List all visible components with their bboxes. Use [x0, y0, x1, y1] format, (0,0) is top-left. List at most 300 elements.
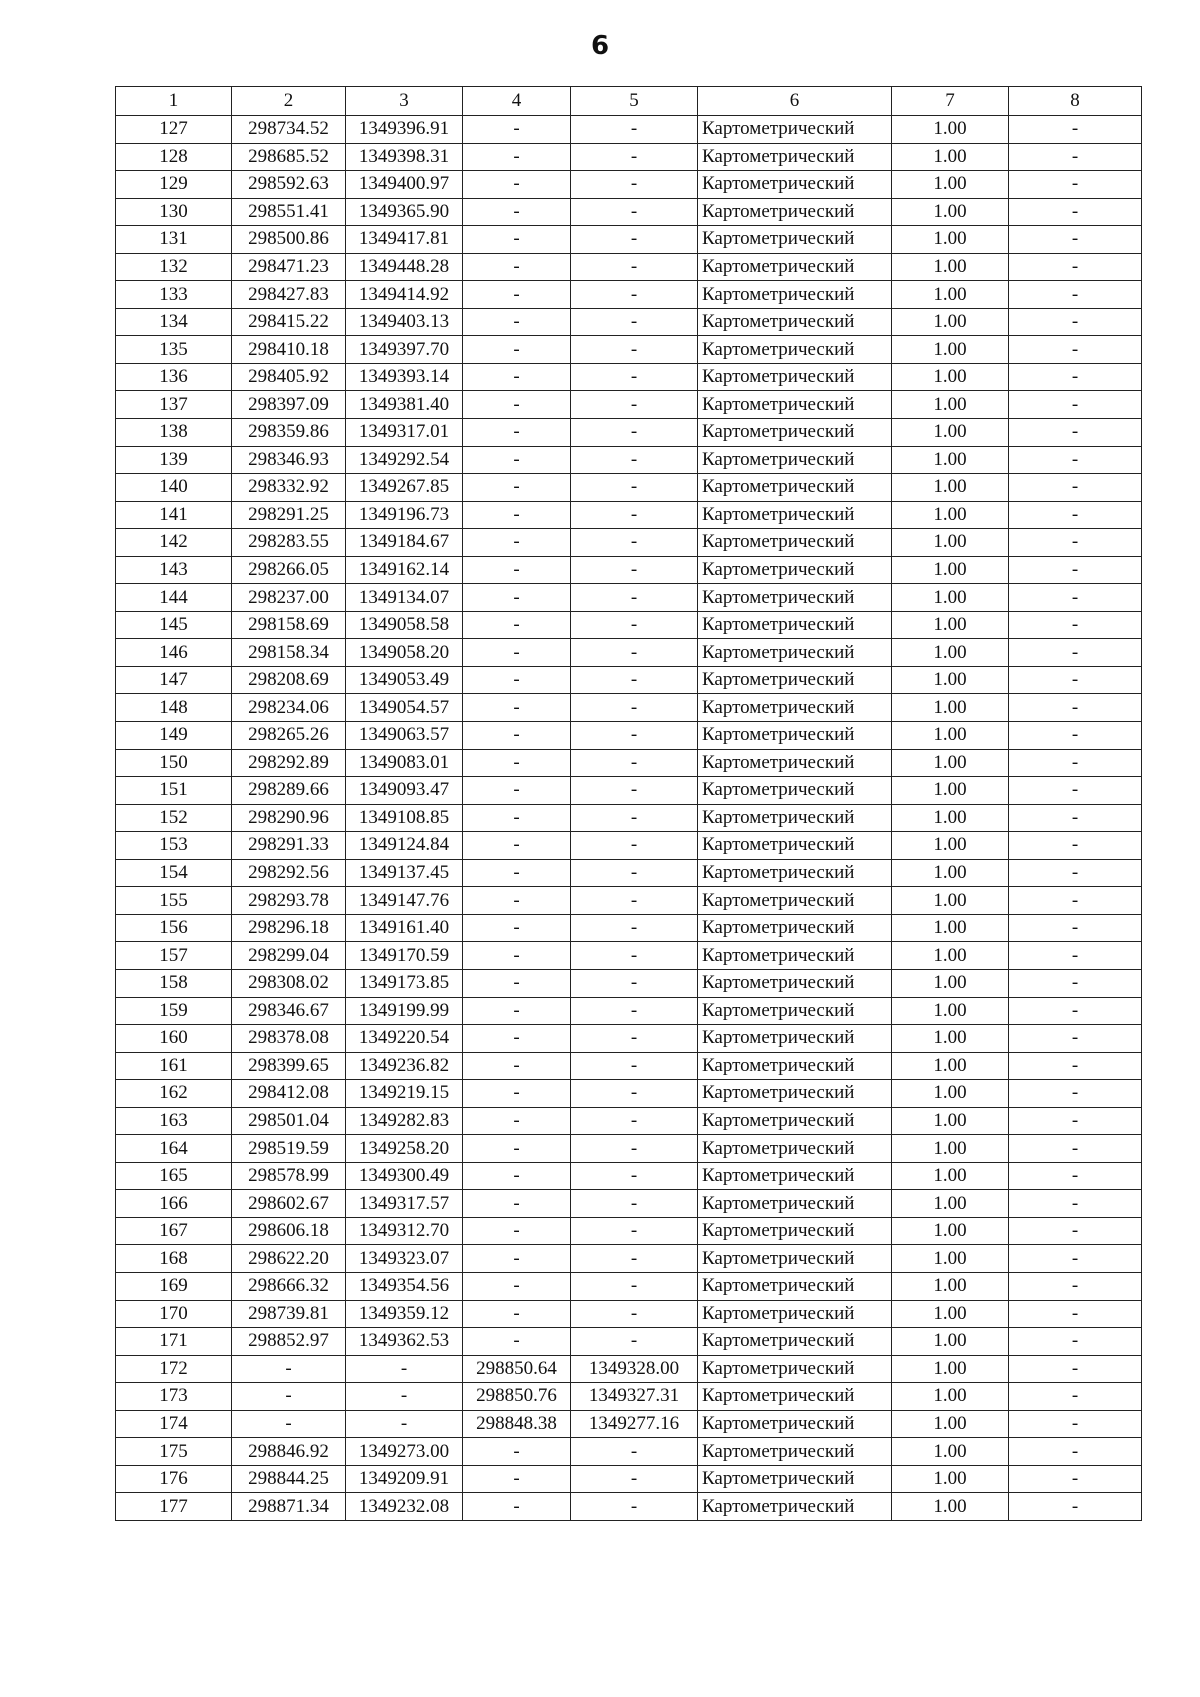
- y-alt-coordinate-cell: -: [571, 1135, 698, 1163]
- x-coordinate-cell: 298602.67: [232, 1190, 346, 1218]
- y-coordinate-cell: 1349300.49: [346, 1162, 463, 1190]
- method-cell: Картометрический: [698, 832, 892, 860]
- table-row: [116, 722, 1142, 750]
- precision-cell: 1.00: [892, 1355, 1009, 1383]
- y-coordinate-cell: 1349317.01: [346, 419, 463, 447]
- table-row: [116, 253, 1142, 281]
- table-row: [116, 281, 1142, 309]
- precision-cell: 1.00: [892, 804, 1009, 832]
- description-cell: -: [1009, 1025, 1142, 1053]
- method-cell: Картометрический: [698, 474, 892, 502]
- precision-cell: 1.00: [892, 1328, 1009, 1356]
- x-alt-coordinate-cell: -: [463, 666, 571, 694]
- y-coordinate-cell: 1349381.40: [346, 391, 463, 419]
- x-alt-coordinate-cell: -: [463, 942, 571, 970]
- method-cell: Картометрический: [698, 1162, 892, 1190]
- x-alt-coordinate-cell: -: [463, 1025, 571, 1053]
- table-row: [116, 1162, 1142, 1190]
- method-cell: Картометрический: [698, 666, 892, 694]
- method-cell: Картометрический: [698, 336, 892, 364]
- x-coordinate-cell: 298283.55: [232, 529, 346, 557]
- y-alt-coordinate-cell: -: [571, 1245, 698, 1273]
- x-coordinate-cell: 298734.52: [232, 116, 346, 144]
- point-number-cell: 127: [116, 116, 232, 144]
- table-row: [116, 116, 1142, 144]
- x-alt-coordinate-cell: -: [463, 1328, 571, 1356]
- y-alt-coordinate-cell: 1349328.00: [571, 1355, 698, 1383]
- y-alt-coordinate-cell: -: [571, 474, 698, 502]
- method-cell: Картометрический: [698, 639, 892, 667]
- x-alt-coordinate-cell: -: [463, 529, 571, 557]
- method-cell: Картометрический: [698, 171, 892, 199]
- description-cell: -: [1009, 1328, 1142, 1356]
- description-cell: -: [1009, 1190, 1142, 1218]
- x-coordinate-cell: 298293.78: [232, 887, 346, 915]
- x-coordinate-cell: 298412.08: [232, 1080, 346, 1108]
- point-number-cell: 150: [116, 749, 232, 777]
- precision-cell: 1.00: [892, 446, 1009, 474]
- y-alt-coordinate-cell: -: [571, 584, 698, 612]
- y-coordinate-cell: 1349282.83: [346, 1107, 463, 1135]
- description-cell: -: [1009, 116, 1142, 144]
- y-alt-coordinate-cell: -: [571, 363, 698, 391]
- y-coordinate-cell: 1349312.70: [346, 1217, 463, 1245]
- x-alt-coordinate-cell: -: [463, 722, 571, 750]
- y-alt-coordinate-cell: -: [571, 859, 698, 887]
- x-alt-coordinate-cell: -: [463, 1217, 571, 1245]
- table-row: [116, 1107, 1142, 1135]
- x-alt-coordinate-cell: -: [463, 1162, 571, 1190]
- description-cell: -: [1009, 308, 1142, 336]
- x-coordinate-cell: 298578.99: [232, 1162, 346, 1190]
- point-number-cell: 145: [116, 611, 232, 639]
- x-alt-coordinate-cell: -: [463, 804, 571, 832]
- y-alt-coordinate-cell: -: [571, 1328, 698, 1356]
- description-cell: -: [1009, 1493, 1142, 1521]
- precision-cell: 1.00: [892, 914, 1009, 942]
- y-alt-coordinate-cell: -: [571, 419, 698, 447]
- point-number-cell: 143: [116, 556, 232, 584]
- y-alt-coordinate-cell: -: [571, 997, 698, 1025]
- y-coordinate-cell: 1349396.91: [346, 116, 463, 144]
- method-cell: Картометрический: [698, 419, 892, 447]
- table-row: [116, 336, 1142, 364]
- precision-cell: 1.00: [892, 336, 1009, 364]
- column-header: 2: [232, 87, 346, 116]
- precision-cell: 1.00: [892, 997, 1009, 1025]
- point-number-cell: 132: [116, 253, 232, 281]
- x-alt-coordinate-cell: -: [463, 556, 571, 584]
- x-alt-coordinate-cell: -: [463, 1080, 571, 1108]
- method-cell: Картометрический: [698, 308, 892, 336]
- y-coordinate-cell: 1349063.57: [346, 722, 463, 750]
- x-alt-coordinate-cell: -: [463, 116, 571, 144]
- table-row: [116, 666, 1142, 694]
- table-row: [116, 308, 1142, 336]
- x-alt-coordinate-cell: 298848.38: [463, 1410, 571, 1438]
- method-cell: Картометрический: [698, 749, 892, 777]
- point-number-cell: 136: [116, 363, 232, 391]
- table-row: [116, 1355, 1142, 1383]
- y-coordinate-cell: 1349083.01: [346, 749, 463, 777]
- description-cell: -: [1009, 446, 1142, 474]
- description-cell: -: [1009, 584, 1142, 612]
- x-alt-coordinate-cell: -: [463, 446, 571, 474]
- table-row: [116, 1493, 1142, 1521]
- x-coordinate-cell: 298158.69: [232, 611, 346, 639]
- point-number-cell: 162: [116, 1080, 232, 1108]
- x-coordinate-cell: 298471.23: [232, 253, 346, 281]
- point-number-cell: 155: [116, 887, 232, 915]
- description-cell: -: [1009, 1300, 1142, 1328]
- x-alt-coordinate-cell: -: [463, 253, 571, 281]
- precision-cell: 1.00: [892, 501, 1009, 529]
- x-alt-coordinate-cell: 298850.64: [463, 1355, 571, 1383]
- y-alt-coordinate-cell: -: [571, 1493, 698, 1521]
- x-coordinate-cell: 298265.26: [232, 722, 346, 750]
- y-alt-coordinate-cell: -: [571, 694, 698, 722]
- y-alt-coordinate-cell: -: [571, 116, 698, 144]
- method-cell: Картометрический: [698, 253, 892, 281]
- precision-cell: 1.00: [892, 694, 1009, 722]
- description-cell: -: [1009, 529, 1142, 557]
- table-row: [116, 1383, 1142, 1411]
- y-alt-coordinate-cell: -: [571, 1300, 698, 1328]
- x-coordinate-cell: 298208.69: [232, 666, 346, 694]
- y-coordinate-cell: -: [346, 1355, 463, 1383]
- point-number-cell: 144: [116, 584, 232, 612]
- y-coordinate-cell: 1349124.84: [346, 832, 463, 860]
- y-coordinate-cell: 1349403.13: [346, 308, 463, 336]
- x-alt-coordinate-cell: -: [463, 584, 571, 612]
- x-alt-coordinate-cell: 298850.76: [463, 1383, 571, 1411]
- x-coordinate-cell: 298291.33: [232, 832, 346, 860]
- y-coordinate-cell: 1349173.85: [346, 969, 463, 997]
- precision-cell: 1.00: [892, 969, 1009, 997]
- table-row: [116, 694, 1142, 722]
- column-header: 6: [698, 87, 892, 116]
- x-alt-coordinate-cell: -: [463, 336, 571, 364]
- table-row: [116, 529, 1142, 557]
- precision-cell: 1.00: [892, 391, 1009, 419]
- x-alt-coordinate-cell: -: [463, 363, 571, 391]
- method-cell: Картометрический: [698, 1080, 892, 1108]
- description-cell: -: [1009, 1355, 1142, 1383]
- method-cell: Картометрический: [698, 198, 892, 226]
- point-number-cell: 159: [116, 997, 232, 1025]
- precision-cell: 1.00: [892, 777, 1009, 805]
- description-cell: -: [1009, 474, 1142, 502]
- x-coordinate-cell: 298266.05: [232, 556, 346, 584]
- y-coordinate-cell: 1349365.90: [346, 198, 463, 226]
- y-coordinate-cell: 1349393.14: [346, 363, 463, 391]
- precision-cell: 1.00: [892, 253, 1009, 281]
- table-row: [116, 1410, 1142, 1438]
- precision-cell: 1.00: [892, 1162, 1009, 1190]
- x-alt-coordinate-cell: -: [463, 969, 571, 997]
- precision-cell: 1.00: [892, 1410, 1009, 1438]
- table-row: [116, 1245, 1142, 1273]
- x-alt-coordinate-cell: -: [463, 501, 571, 529]
- x-coordinate-cell: 298332.92: [232, 474, 346, 502]
- page-number: 6: [590, 31, 610, 61]
- table-body: [116, 87, 1142, 1521]
- precision-cell: 1.00: [892, 1052, 1009, 1080]
- description-cell: -: [1009, 1383, 1142, 1411]
- y-alt-coordinate-cell: -: [571, 281, 698, 309]
- y-alt-coordinate-cell: -: [571, 556, 698, 584]
- x-coordinate-cell: 298346.67: [232, 997, 346, 1025]
- precision-cell: 1.00: [892, 1217, 1009, 1245]
- table-row: [116, 942, 1142, 970]
- x-alt-coordinate-cell: -: [463, 391, 571, 419]
- point-number-cell: 147: [116, 666, 232, 694]
- point-number-cell: 148: [116, 694, 232, 722]
- point-number-cell: 172: [116, 1355, 232, 1383]
- y-coordinate-cell: 1349108.85: [346, 804, 463, 832]
- method-cell: Картометрический: [698, 722, 892, 750]
- table-row: [116, 832, 1142, 860]
- precision-cell: 1.00: [892, 887, 1009, 915]
- y-coordinate-cell: 1349196.73: [346, 501, 463, 529]
- x-alt-coordinate-cell: -: [463, 1135, 571, 1163]
- description-cell: -: [1009, 336, 1142, 364]
- method-cell: Картометрический: [698, 1410, 892, 1438]
- table-row: [116, 749, 1142, 777]
- point-number-cell: 153: [116, 832, 232, 860]
- x-alt-coordinate-cell: -: [463, 639, 571, 667]
- y-alt-coordinate-cell: 1349277.16: [571, 1410, 698, 1438]
- y-alt-coordinate-cell: -: [571, 1052, 698, 1080]
- point-number-cell: 163: [116, 1107, 232, 1135]
- table-row: [116, 391, 1142, 419]
- table-row: [116, 446, 1142, 474]
- y-alt-coordinate-cell: -: [571, 529, 698, 557]
- x-coordinate-cell: 298158.34: [232, 639, 346, 667]
- description-cell: -: [1009, 171, 1142, 199]
- y-coordinate-cell: 1349362.53: [346, 1328, 463, 1356]
- point-number-cell: 139: [116, 446, 232, 474]
- method-cell: Картометрический: [698, 1025, 892, 1053]
- description-cell: -: [1009, 749, 1142, 777]
- y-alt-coordinate-cell: -: [571, 253, 698, 281]
- y-coordinate-cell: -: [346, 1383, 463, 1411]
- table-row: [116, 143, 1142, 171]
- point-number-cell: 158: [116, 969, 232, 997]
- point-number-cell: 138: [116, 419, 232, 447]
- x-alt-coordinate-cell: -: [463, 611, 571, 639]
- point-number-cell: 129: [116, 171, 232, 199]
- y-alt-coordinate-cell: -: [571, 1080, 698, 1108]
- y-coordinate-cell: 1349267.85: [346, 474, 463, 502]
- description-cell: -: [1009, 1052, 1142, 1080]
- x-alt-coordinate-cell: -: [463, 308, 571, 336]
- precision-cell: 1.00: [892, 942, 1009, 970]
- y-alt-coordinate-cell: -: [571, 391, 698, 419]
- y-coordinate-cell: 1349232.08: [346, 1493, 463, 1521]
- x-coordinate-cell: 298237.00: [232, 584, 346, 612]
- point-number-cell: 156: [116, 914, 232, 942]
- method-cell: Картометрический: [698, 969, 892, 997]
- point-number-cell: 167: [116, 1217, 232, 1245]
- point-number-cell: 171: [116, 1328, 232, 1356]
- method-cell: Картометрический: [698, 1465, 892, 1493]
- description-cell: -: [1009, 363, 1142, 391]
- precision-cell: 1.00: [892, 1383, 1009, 1411]
- method-cell: Картометрический: [698, 1272, 892, 1300]
- table-row: [116, 1465, 1142, 1493]
- precision-cell: 1.00: [892, 832, 1009, 860]
- x-coordinate-cell: 298500.86: [232, 226, 346, 254]
- precision-cell: 1.00: [892, 419, 1009, 447]
- x-alt-coordinate-cell: -: [463, 1052, 571, 1080]
- x-coordinate-cell: 298592.63: [232, 171, 346, 199]
- x-coordinate-cell: 298685.52: [232, 143, 346, 171]
- x-alt-coordinate-cell: -: [463, 419, 571, 447]
- y-coordinate-cell: 1349161.40: [346, 914, 463, 942]
- table-row: [116, 639, 1142, 667]
- method-cell: Картометрический: [698, 391, 892, 419]
- method-cell: Картометрический: [698, 611, 892, 639]
- method-cell: Картометрический: [698, 1135, 892, 1163]
- x-coordinate-cell: 298871.34: [232, 1493, 346, 1521]
- description-cell: -: [1009, 666, 1142, 694]
- x-coordinate-cell: 298234.06: [232, 694, 346, 722]
- table-row: [116, 171, 1142, 199]
- precision-cell: 1.00: [892, 639, 1009, 667]
- x-coordinate-cell: 298299.04: [232, 942, 346, 970]
- table-row: [116, 1438, 1142, 1466]
- y-coordinate-cell: 1349170.59: [346, 942, 463, 970]
- method-cell: Картометрический: [698, 584, 892, 612]
- point-number-cell: 141: [116, 501, 232, 529]
- table-row: [116, 226, 1142, 254]
- method-cell: Картометрический: [698, 1355, 892, 1383]
- description-cell: -: [1009, 501, 1142, 529]
- y-coordinate-cell: 1349354.56: [346, 1272, 463, 1300]
- description-cell: -: [1009, 143, 1142, 171]
- y-alt-coordinate-cell: -: [571, 501, 698, 529]
- method-cell: Картометрический: [698, 1052, 892, 1080]
- description-cell: -: [1009, 969, 1142, 997]
- x-coordinate-cell: -: [232, 1410, 346, 1438]
- precision-cell: 1.00: [892, 1300, 1009, 1328]
- x-alt-coordinate-cell: -: [463, 1300, 571, 1328]
- method-cell: Картометрический: [698, 1438, 892, 1466]
- description-cell: -: [1009, 1217, 1142, 1245]
- description-cell: -: [1009, 1465, 1142, 1493]
- table-row: [116, 1328, 1142, 1356]
- x-alt-coordinate-cell: -: [463, 143, 571, 171]
- method-cell: Картометрический: [698, 363, 892, 391]
- precision-cell: 1.00: [892, 1272, 1009, 1300]
- y-alt-coordinate-cell: 1349327.31: [571, 1383, 698, 1411]
- x-coordinate-cell: 298291.25: [232, 501, 346, 529]
- y-alt-coordinate-cell: -: [571, 226, 698, 254]
- table-row: [116, 1217, 1142, 1245]
- precision-cell: 1.00: [892, 666, 1009, 694]
- description-cell: -: [1009, 997, 1142, 1025]
- table-row: [116, 1052, 1142, 1080]
- x-coordinate-cell: 298378.08: [232, 1025, 346, 1053]
- y-coordinate-cell: 1349397.70: [346, 336, 463, 364]
- table-row: [116, 887, 1142, 915]
- x-coordinate-cell: 298501.04: [232, 1107, 346, 1135]
- method-cell: Картометрический: [698, 694, 892, 722]
- point-number-cell: 154: [116, 859, 232, 887]
- x-alt-coordinate-cell: -: [463, 1465, 571, 1493]
- table-row: [116, 1025, 1142, 1053]
- precision-cell: 1.00: [892, 281, 1009, 309]
- method-cell: Картометрический: [698, 1190, 892, 1218]
- description-cell: -: [1009, 1135, 1142, 1163]
- x-alt-coordinate-cell: -: [463, 1493, 571, 1521]
- y-coordinate-cell: -: [346, 1410, 463, 1438]
- method-cell: Картометрический: [698, 281, 892, 309]
- method-cell: Картометрический: [698, 446, 892, 474]
- x-coordinate-cell: 298290.96: [232, 804, 346, 832]
- point-number-cell: 166: [116, 1190, 232, 1218]
- x-coordinate-cell: 298308.02: [232, 969, 346, 997]
- y-coordinate-cell: 1349258.20: [346, 1135, 463, 1163]
- precision-cell: 1.00: [892, 1493, 1009, 1521]
- x-coordinate-cell: 298519.59: [232, 1135, 346, 1163]
- description-cell: -: [1009, 391, 1142, 419]
- x-alt-coordinate-cell: -: [463, 694, 571, 722]
- description-cell: -: [1009, 859, 1142, 887]
- y-alt-coordinate-cell: -: [571, 639, 698, 667]
- x-coordinate-cell: 298346.93: [232, 446, 346, 474]
- description-cell: -: [1009, 419, 1142, 447]
- point-number-cell: 134: [116, 308, 232, 336]
- description-cell: -: [1009, 639, 1142, 667]
- description-cell: -: [1009, 832, 1142, 860]
- method-cell: Картометрический: [698, 859, 892, 887]
- precision-cell: 1.00: [892, 171, 1009, 199]
- precision-cell: 1.00: [892, 1245, 1009, 1273]
- x-coordinate-cell: 298622.20: [232, 1245, 346, 1273]
- table-row: [116, 584, 1142, 612]
- coordinates-table: [115, 86, 1142, 1521]
- y-alt-coordinate-cell: -: [571, 1217, 698, 1245]
- y-coordinate-cell: 1349093.47: [346, 777, 463, 805]
- precision-cell: 1.00: [892, 722, 1009, 750]
- table-row: [116, 969, 1142, 997]
- y-coordinate-cell: 1349417.81: [346, 226, 463, 254]
- x-alt-coordinate-cell: -: [463, 226, 571, 254]
- y-alt-coordinate-cell: -: [571, 887, 698, 915]
- precision-cell: 1.00: [892, 474, 1009, 502]
- method-cell: Картометрический: [698, 804, 892, 832]
- description-cell: -: [1009, 914, 1142, 942]
- table-row: [116, 1190, 1142, 1218]
- y-coordinate-cell: 1349317.57: [346, 1190, 463, 1218]
- x-coordinate-cell: 298292.56: [232, 859, 346, 887]
- precision-cell: 1.00: [892, 363, 1009, 391]
- description-cell: -: [1009, 556, 1142, 584]
- x-alt-coordinate-cell: -: [463, 1272, 571, 1300]
- x-alt-coordinate-cell: -: [463, 474, 571, 502]
- point-number-cell: 175: [116, 1438, 232, 1466]
- method-cell: Картометрический: [698, 501, 892, 529]
- x-coordinate-cell: 298359.86: [232, 419, 346, 447]
- y-alt-coordinate-cell: -: [571, 611, 698, 639]
- point-number-cell: 131: [116, 226, 232, 254]
- column-header: 7: [892, 87, 1009, 116]
- table-row: [116, 1135, 1142, 1163]
- y-alt-coordinate-cell: -: [571, 914, 698, 942]
- point-number-cell: 133: [116, 281, 232, 309]
